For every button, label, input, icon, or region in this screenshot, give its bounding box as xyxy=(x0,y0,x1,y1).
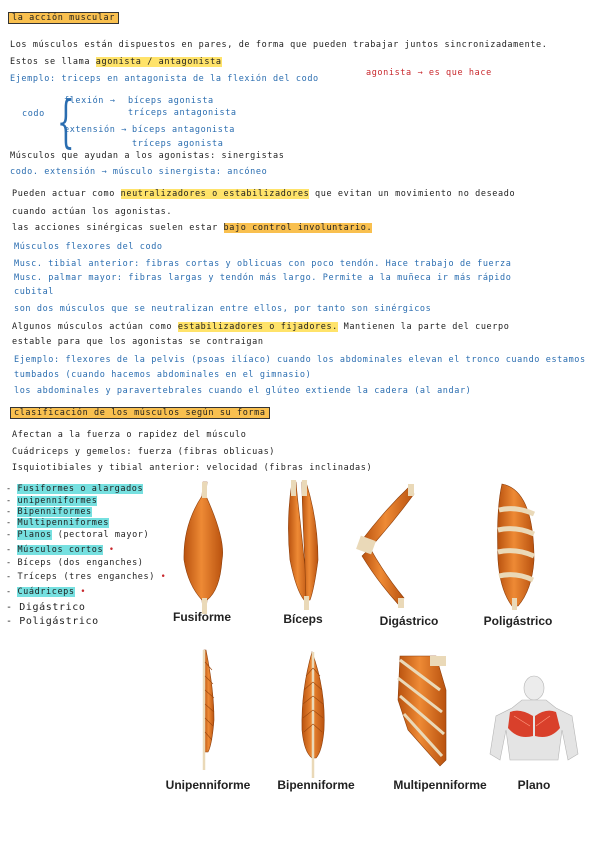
list-item-text: Digástrico xyxy=(19,602,86,613)
codo-label: codo xyxy=(22,109,45,119)
poligastrico-muscle-icon xyxy=(498,484,535,610)
biceps-muscle-icon xyxy=(288,480,318,610)
flexion-agonist: bíceps agonista xyxy=(128,96,214,106)
estab-a: Algunos músculos actúan como xyxy=(12,322,173,332)
sin-a: las acciones sinérgicas suelen estar xyxy=(12,223,218,233)
fusiforme-muscle-icon xyxy=(184,482,223,614)
estab-example-3: los abdominales y paravertebrales cuando el glúteo extiende la cadera (al andar) xyxy=(14,386,472,396)
list-item-text: Músculos cortos xyxy=(17,545,104,555)
list-bullet: - xyxy=(6,572,18,582)
list-item-text: Planos xyxy=(17,530,52,540)
list-bullet: - xyxy=(6,518,18,528)
neutralizan-line: son dos músculos que se neutralizan entre ellos, por tanto son sinérgicos xyxy=(14,304,432,314)
poligastrico-label: Poligástrico xyxy=(483,614,553,628)
list-item-note: (dos enganches) xyxy=(57,558,144,568)
digastrico-muscle-icon xyxy=(356,484,414,608)
list-bullet: - xyxy=(6,587,18,597)
list-bullet: - xyxy=(6,545,18,555)
neut-c: que evitan un movimiento no deseado xyxy=(315,189,516,199)
red-dot-icon: • xyxy=(74,587,87,597)
fusiforme-label: Fusiforme xyxy=(172,610,231,624)
extension-label: extensión → xyxy=(64,125,127,135)
bipenniforme-muscle-icon xyxy=(302,652,324,778)
p2-highlight: agonista / antagonista xyxy=(95,57,222,67)
palmar-line: Musc. palmar mayor: fibras largas y tendón más largo. Permite a la muñeca ir más rápido xyxy=(14,273,512,283)
list-bullet: - xyxy=(6,616,20,627)
list-bullet: - xyxy=(6,602,20,613)
sinergistas-example: codo. extensión → músculo sinergista: ancóneo xyxy=(10,167,268,177)
estab-c: Mantienen la parte del cuerpo xyxy=(343,322,510,332)
cubital-line: cubital xyxy=(14,287,55,297)
list-bullet: - xyxy=(6,558,18,568)
list-bullet: - xyxy=(6,507,18,517)
digastrico-label: Digástrico xyxy=(379,614,439,628)
paragraph-pairs: Los músculos están dispuestos en pares, de forma que pueden trabajar juntos sincronizadamente. xyxy=(10,40,548,50)
neut-a: Pueden actuar como xyxy=(12,189,115,199)
list-bullet: - xyxy=(6,530,18,540)
multipenniforme-muscle-icon xyxy=(398,656,446,766)
estab-d: estable para que los agonistas se contraigan xyxy=(12,337,264,347)
sin-highlight: bajo control involuntario. xyxy=(223,223,373,233)
sinergistas: Músculos que ayudan a los agonistas: sinergistas xyxy=(10,151,285,161)
estab-highlight: estabilizadores o fijadores. xyxy=(177,322,338,332)
list-item-text: Tríceps xyxy=(17,572,58,582)
ex-label: Ejemplo: xyxy=(10,74,56,84)
red-dot-icon: • xyxy=(154,572,167,582)
estab-example: Ejemplo: flexores de la pelvis (psoas ilíaco) cuando los abdominales elevan el tronco cuando estamos xyxy=(14,355,586,365)
plano-label: Plano xyxy=(517,778,551,792)
title-1-text: la acción muscular xyxy=(8,12,119,24)
flexion-antagonist: tríceps antagonista xyxy=(128,108,237,118)
flexion-label: flexión → xyxy=(64,96,116,106)
unipenniforme-muscle-icon xyxy=(204,650,214,770)
red-dot-icon: • xyxy=(103,545,115,555)
agonist-note: agonista → es que hace xyxy=(366,68,492,78)
estab-example-2: tumbados (cuando hacemos abdominales en el gimnasio) xyxy=(14,370,312,380)
list-item-text: Multipenniformes xyxy=(17,518,109,528)
list-item-text: Cuádriceps xyxy=(17,587,75,597)
brace-icon: { xyxy=(56,90,75,155)
cuadriceps-line: Cuádriceps y gemelos: fuerza (fibras oblicuas) xyxy=(12,447,276,457)
afectan-line: Afectan a la fuerza o rapidez del músculo xyxy=(12,430,247,440)
list-item-text: unipenniformes xyxy=(17,496,98,506)
ex-text: triceps en antagonista de la flexión del codo xyxy=(61,74,319,84)
unipenniforme-label: Unipenniforme xyxy=(165,778,251,792)
list-item-text: Fusiformes o alargados xyxy=(17,484,144,494)
flexores-codo: Músculos flexores del codo xyxy=(14,242,163,252)
title-2-text: clasificación de los músculos según su forma xyxy=(10,407,270,419)
list-bullet: - xyxy=(6,484,18,494)
multipenniforme-label: Multipenniforme xyxy=(393,778,487,792)
list-item-text: Bíceps xyxy=(17,558,52,568)
p2-a: Estos se llama xyxy=(10,57,91,67)
neut-d: cuando actúan los agonistas. xyxy=(12,207,173,217)
neut-highlight: neutralizadores o estabilizadores xyxy=(120,189,310,199)
list-item-note: (tres enganches) xyxy=(63,572,155,582)
plano-body-icon xyxy=(490,676,578,760)
extension-agonist: tríceps agonista xyxy=(132,139,224,149)
biceps-label: Bíceps xyxy=(283,612,323,626)
isquio-line: Isquiotibiales y tibial anterior: velocidad (fibras inclinadas) xyxy=(12,463,373,473)
list-item-note: (pectoral mayor) xyxy=(57,530,150,540)
bipenniforme-label: Bipenniforme xyxy=(277,778,355,792)
list-bullet: - xyxy=(6,496,18,506)
list-item-text: Bipenniformes xyxy=(17,507,92,517)
tibial-line: Musc. tibial anterior: fibras cortas y oblicuas con poco tendón. Hace trabajo de fuerza xyxy=(14,259,512,269)
list-item-text: Poligástrico xyxy=(19,616,99,627)
extension-antagonist: bíceps antagonista xyxy=(132,125,235,135)
